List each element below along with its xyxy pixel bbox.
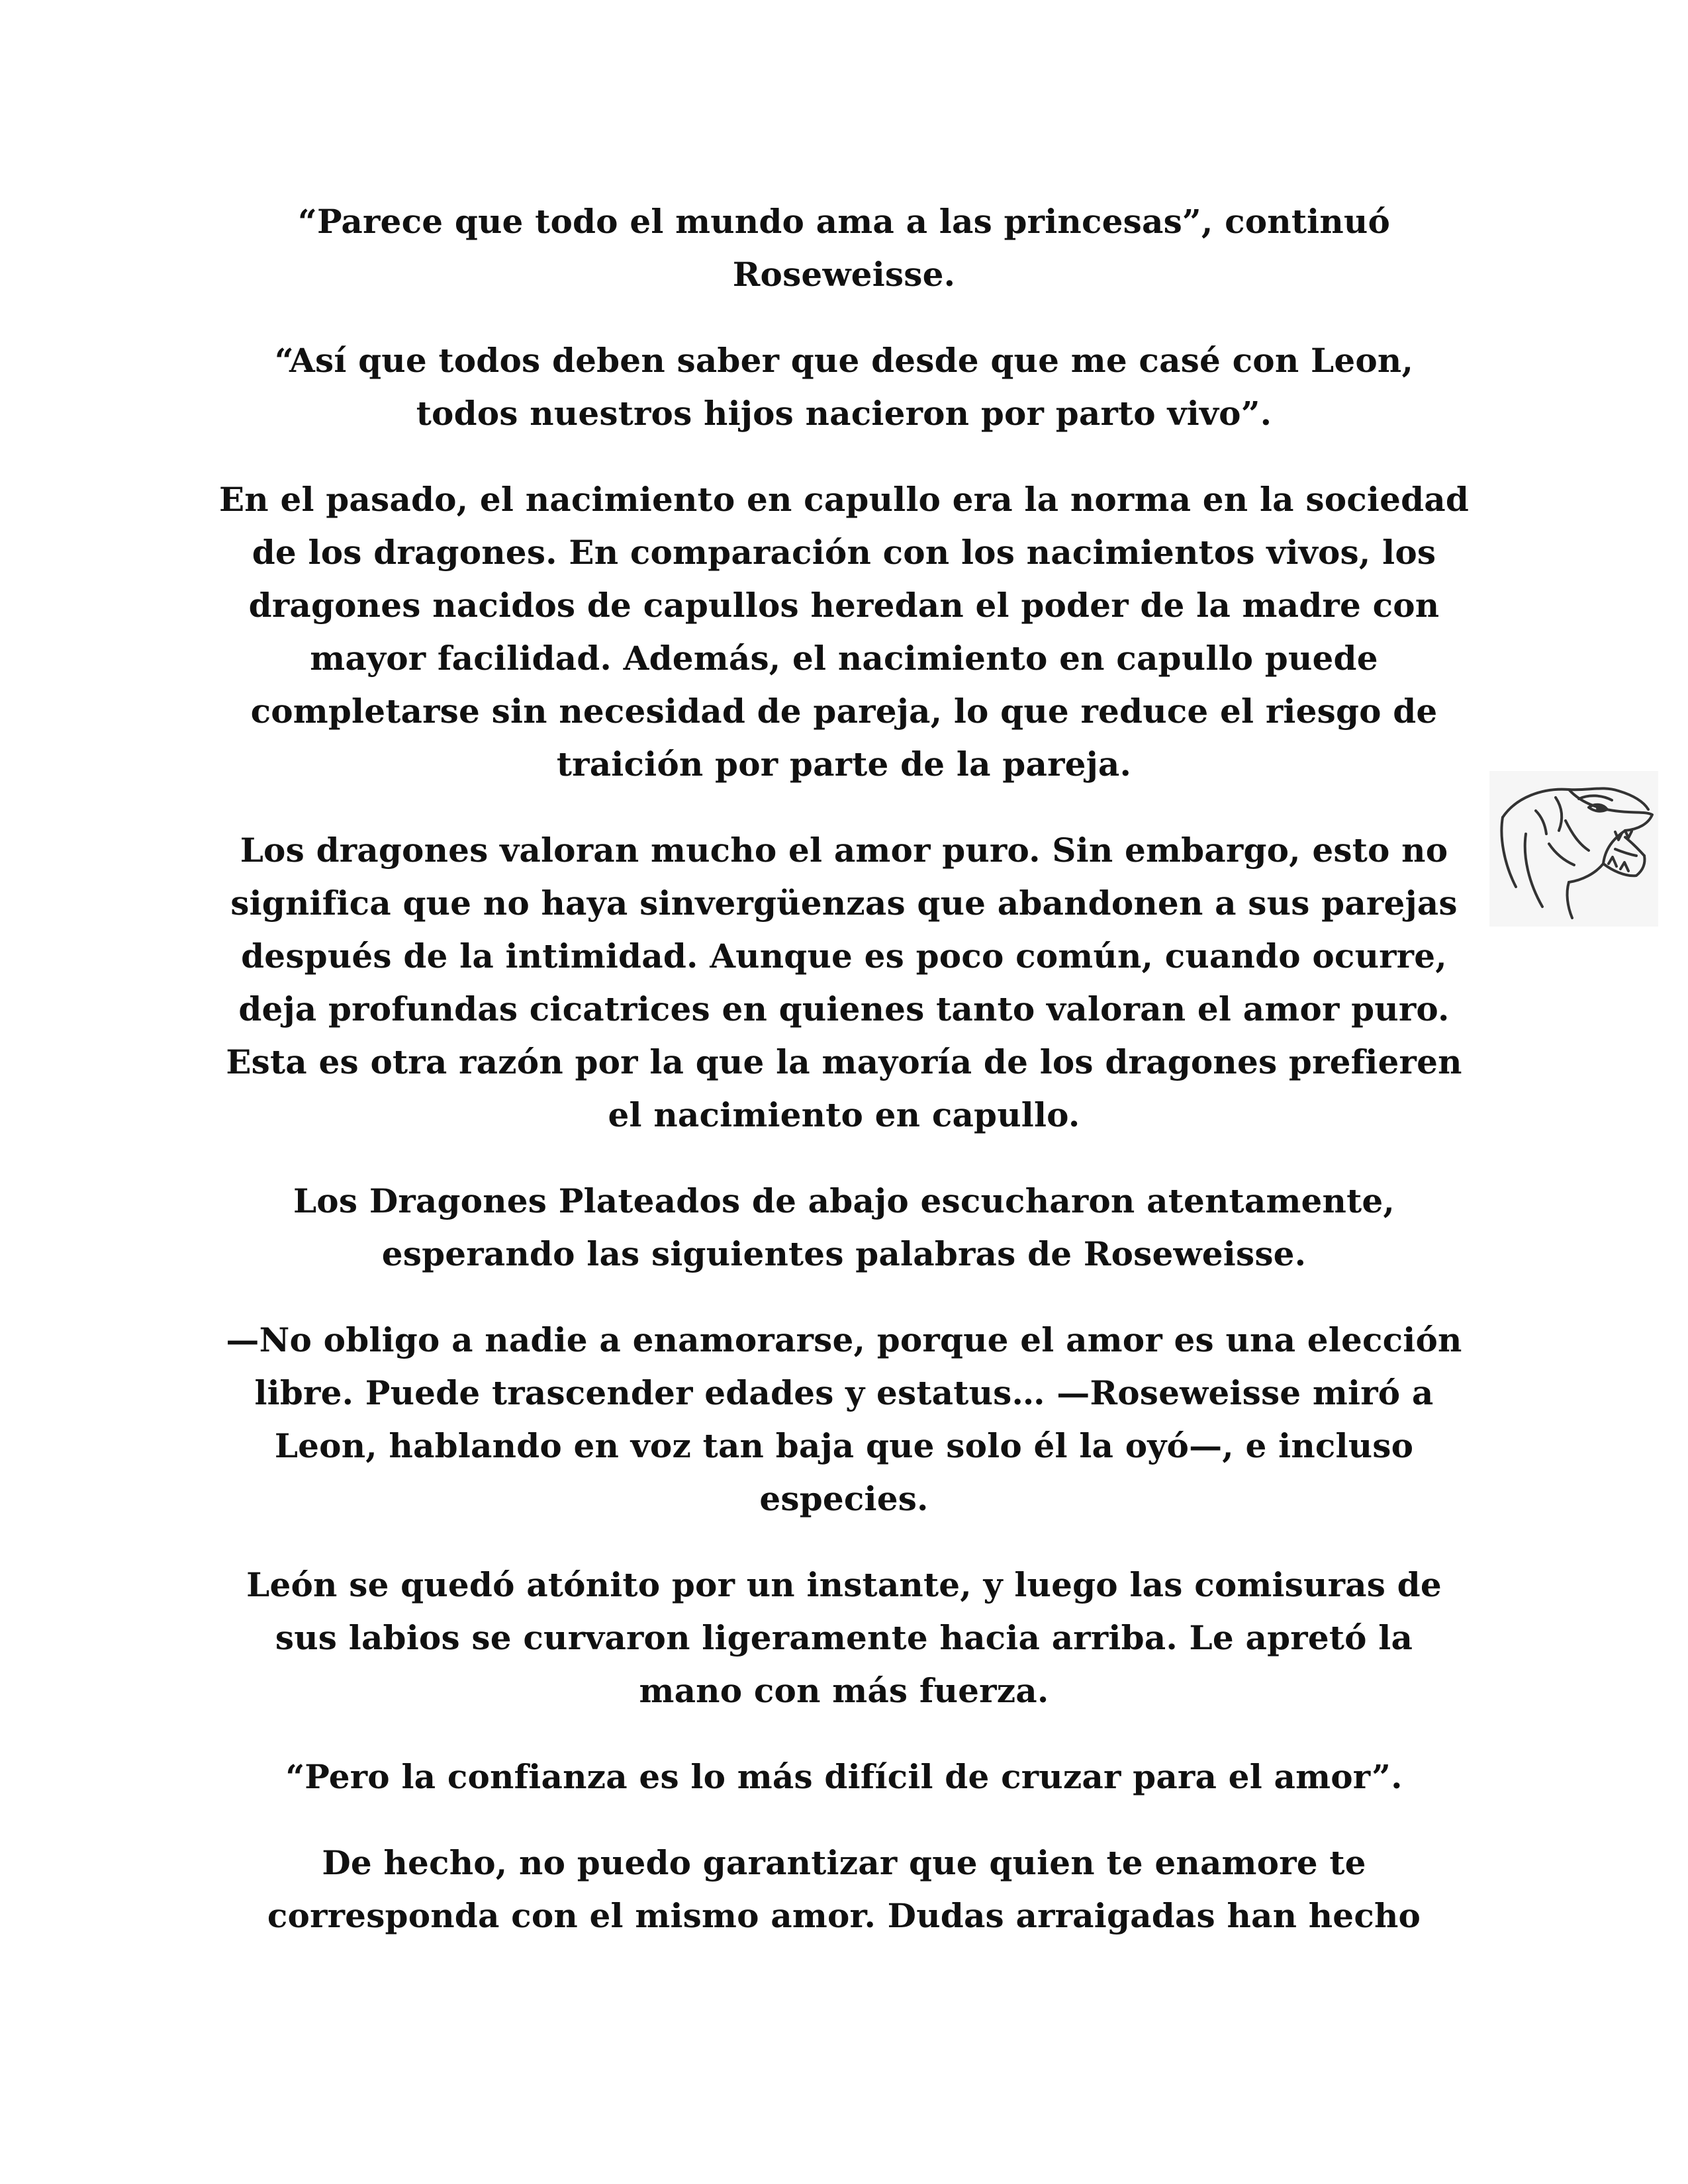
paragraph-1: “Parece que todo el mundo ama a las princesas”, continuó Roseweisse. [298,202,1390,294]
paragraph-8: “Pero la confianza es lo más difícil de cruzar para el amor”. [285,1757,1403,1796]
paragraph-3: En el pasado, el nacimiento en capullo era la norma en la sociedad de los dragones. En comparación con los nacimientos vivos, los dragones nacidos de capullos heredan el poder de la madre con mayor facilidad. Además, el nacimiento en capullo puede completarse sin necesidad de pareja, lo que reduce el riesgo de traición por parte de la pareja. [218,480,1470,784]
paragraph-7: León se quedó atónito por un instante, y luego las comisuras de sus labios se curvaron ligeramente hacia arriba. Le apretó la mano con más fuerza. [246,1565,1442,1710]
paragraph-9: De hecho, no puedo garantizar que quien te enamore te corresponda con el mismo amor. Dudas arraigadas han hecho [267,1843,1421,1935]
paragraph-4: Los dragones valoran mucho el amor puro. Sin embargo, esto no significa que no haya sinvergüenzas que abandonen a sus parejas después de la intimidad. Aunque es poco común, cuando ocurre, deja profundas cicatrices en quienes tanto valoran el amor puro. Esta es otra razón por la que la mayoría de los dragones prefieren el nacimiento en capullo. [226,831,1462,1134]
paragraph-5: Los Dragones Plateados de abajo escucharon atentamente, esperando las siguientes palabras de Roseweisse. [293,1181,1395,1273]
paragraph-2: “Así que todos deben saber que desde que me casé con Leon, todos nuestros hijos nacieron por parto vivo”. [274,341,1414,433]
dragon-head-sketch-icon [1489,771,1658,927]
document-body [218,195,1470,1976]
paragraph-6: —No obligo a nadie a enamorarse, porque el amor es una elección libre. Puede trascender edades y estatus… —Roseweisse miró a Leon, hablando en voz tan baja que solo él la oyó—, e incluso especies. [226,1320,1462,1518]
